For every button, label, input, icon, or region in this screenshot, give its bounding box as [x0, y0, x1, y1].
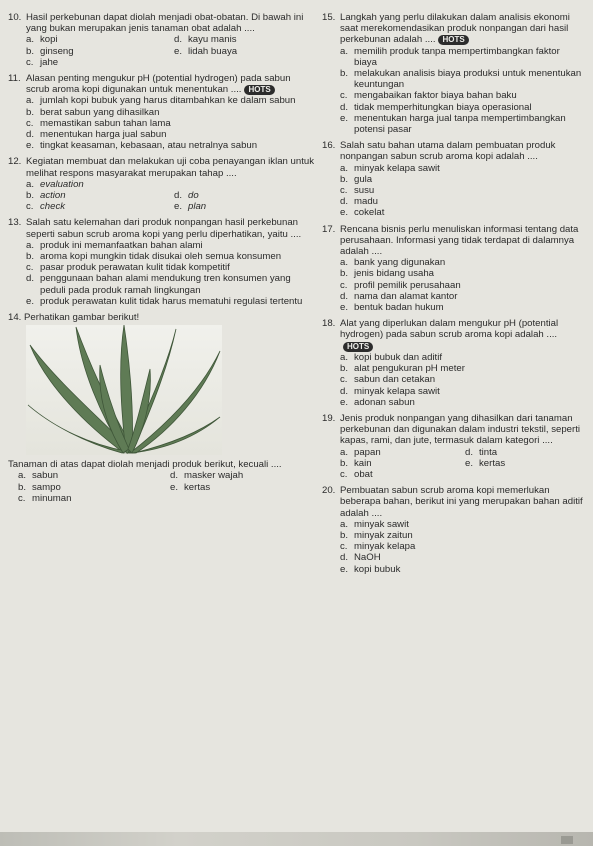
option[interactable]: e. kopi bubuk	[340, 563, 401, 575]
option[interactable]: b. jenis bidang usaha	[340, 268, 435, 280]
option[interactable]: d. minyak kelapa sawit	[340, 385, 440, 397]
question-text: 14. Perhatikan gambar berikut!	[8, 312, 140, 324]
option[interactable]: d. nama dan alamat kantor	[340, 290, 458, 302]
aloe-plant-icon	[26, 325, 222, 455]
option[interactable]: d. madu	[340, 196, 378, 208]
options	[340, 163, 584, 219]
option[interactable]: d. NaOH	[340, 552, 381, 564]
question-text: Alat yang diperlukan dalam mengukur pH (potential hydrogen) pada sabun scrub aroma kopi adalah ....HOTS	[340, 318, 559, 351]
option[interactable]: d. penggunaan bahan alami mendukung tren konsumen yang peduli pada produk ramah lingkungan	[26, 273, 291, 296]
options	[26, 34, 316, 68]
option[interactable]: e. kertas	[170, 481, 211, 493]
option[interactable]: a. produk ini memanfaatkan bahan alami	[26, 239, 203, 251]
option[interactable]: b. alat pengukuran pH meter	[340, 363, 465, 375]
option[interactable]: c. pasar produk perawatan kulit tidak kompetitif	[26, 262, 230, 274]
option[interactable]: a. sabun	[18, 470, 59, 482]
aloe-vera-image	[26, 325, 222, 455]
option[interactable]: c. susu	[340, 185, 375, 197]
question-number: 13.	[8, 217, 22, 229]
option[interactable]: e. adonan sabun	[340, 396, 415, 408]
question-text: Rencana bisnis perlu menuliskan informasi tentang data perusahaan. Informasi yang tidak terdapat di dalamnya adalah ....	[340, 223, 579, 258]
option[interactable]: e. lidah buaya	[174, 45, 238, 57]
option[interactable]: d. tidak memperhitungkan biaya operasional	[340, 101, 532, 113]
option[interactable]: b. kain	[340, 457, 372, 469]
question-15	[322, 12, 584, 135]
option[interactable]: c. jahe	[26, 56, 59, 68]
question-13	[8, 217, 316, 307]
question-14	[8, 312, 316, 504]
options	[26, 240, 316, 307]
question-number: 19.	[322, 412, 336, 424]
question-text: Jenis produk nonpangan yang dihasilkan dari tanaman perkebunan dan digunakan dalam industri tekstil, seperti kapas, rami, dan jute, termasuk dalam kategori ....	[340, 412, 580, 447]
option[interactable]: c. minyak kelapa	[340, 541, 416, 553]
option[interactable]: c. profil pemilik perusahaan	[340, 279, 461, 291]
option[interactable]: c. mengabaikan faktor biaya bahan baku	[340, 90, 517, 102]
question-11	[8, 73, 316, 151]
option[interactable]: b. sampo	[18, 481, 61, 493]
option[interactable]: a. bank yang digunakan	[340, 257, 446, 269]
question-number: 16.	[322, 140, 336, 152]
options	[340, 447, 584, 481]
option[interactable]: b. gula	[340, 173, 373, 185]
option[interactable]: c. check	[26, 201, 66, 213]
options	[8, 470, 316, 504]
question-number: 17.	[322, 223, 336, 235]
option[interactable]: a. minyak kelapa sawit	[340, 162, 440, 174]
option[interactable]: e. cokelat	[340, 207, 385, 219]
option[interactable]: e. plan	[174, 201, 207, 213]
option[interactable]: b. action	[26, 190, 66, 202]
options	[26, 179, 316, 213]
option[interactable]: a. jumlah kopi bubuk yang harus ditambahkan ke dalam sabun	[26, 95, 296, 107]
question-10	[8, 12, 316, 68]
page-bottom-strip	[0, 832, 593, 846]
option[interactable]: e. kertas	[465, 457, 506, 469]
option[interactable]: d. masker wajah	[170, 470, 244, 482]
left-column	[8, 12, 316, 509]
option[interactable]: d. kayu manis	[174, 34, 237, 46]
option[interactable]: e. menentukan harga jual tanpa mempertimbangkan potensi pasar	[340, 112, 566, 136]
option[interactable]: a. kopi bubuk dan aditif	[340, 351, 443, 363]
options	[26, 95, 316, 151]
question-12	[8, 156, 316, 212]
question-text: Salah satu kelemahan dari produk nonpangan hasil perkebunan seperti sabun scrub aroma kopi yang perlu diperhatikan, yaitu ....	[26, 217, 302, 240]
question-number: 14.	[8, 312, 22, 324]
options	[340, 257, 584, 313]
option[interactable]: b. melakukan analisis biaya produksi untuk menentukan keuntungan	[340, 68, 582, 91]
question-19	[322, 413, 584, 480]
right-column	[322, 12, 584, 580]
option[interactable]: c. memastikan sabun tahan lama	[26, 117, 171, 129]
option[interactable]: b. berat sabun yang dihasilkan	[26, 106, 160, 118]
option[interactable]: a. memilih produk tanpa mempertimbangkan faktor biaya	[340, 45, 560, 68]
question-text: Salah satu bahan utama dalam pembuatan produk nonpangan sabun scrub aroma kopi adalah ....	[340, 140, 556, 163]
question-text: Kegiatan membuat dan melakukan uji coba penayangan iklan untuk melihat respons masyarakat merupakan tahap ....	[26, 156, 315, 179]
option[interactable]: c. obat	[340, 468, 373, 480]
question-number: 18.	[322, 318, 336, 330]
option[interactable]: a. papan	[340, 446, 381, 458]
options	[340, 352, 584, 408]
option[interactable]: a. kopi	[26, 34, 58, 46]
corner-mark-icon	[561, 836, 573, 844]
option-spacer	[174, 179, 316, 190]
question-16	[322, 140, 584, 218]
hots-badge: HOTS	[343, 342, 373, 352]
option[interactable]: e. produk perawatan kulit tidak harus mematuhi regulasi tertentu	[26, 295, 303, 307]
option[interactable]: b. aroma kopi mungkin tidak disukai oleh semua konsumen	[26, 251, 282, 263]
option[interactable]: a. minyak sawit	[340, 518, 409, 530]
question-18	[322, 318, 584, 408]
options	[340, 519, 584, 575]
question-number: 12.	[8, 156, 22, 168]
question-text: Pembuatan sabun scrub aroma kopi memerlukan beberapa bahan, berikut ini yang merupakan bahan aditif adalah ....	[340, 485, 583, 519]
option[interactable]: e. tingkat keasaman, kebasaan, atau netralnya sabun	[26, 140, 258, 152]
hots-badge: HOTS	[244, 85, 274, 95]
question-number: 15.	[322, 12, 336, 23]
question-number: 20.	[322, 485, 336, 497]
option[interactable]: c. sabun dan cetakan	[340, 374, 436, 386]
option[interactable]: d. do	[174, 190, 199, 202]
question-number: 10.	[8, 12, 22, 23]
options	[340, 46, 584, 136]
question-number: 11.	[8, 73, 21, 85]
question-followup: Tanaman di atas dapat diolah menjadi produk berikut, kecuali ....	[8, 459, 282, 471]
option[interactable]: b. minyak zaitun	[340, 529, 413, 541]
option[interactable]: c. minuman	[18, 492, 72, 504]
option[interactable]: b. ginseng	[26, 45, 74, 57]
question-17	[322, 224, 584, 314]
option[interactable]: e. bentuk badan hukum	[340, 302, 444, 314]
question-text: Hasil perkebunan dapat diolah menjadi obat-obatan. Di bawah ini yang bukan merupakan jenis tanaman obat adalah ....	[26, 12, 304, 35]
option[interactable]: d. menentukan harga jual sabun	[26, 129, 167, 141]
hots-badge: HOTS	[438, 35, 468, 45]
question-text: Alasan penting mengukur pH (potential hydrogen) pada sabun scrub aroma kopi digunakan untuk menentukan .... HOTS	[26, 73, 291, 96]
option[interactable]: d. tinta	[465, 446, 498, 458]
option[interactable]: a. evaluation	[26, 178, 84, 190]
question-text: Langkah yang perlu dilakukan dalam analisis ekonomi saat merekomendasikan produk nonpangan dari hasil perkebunan adalah .... HOTS	[340, 12, 570, 46]
question-20	[322, 485, 584, 575]
